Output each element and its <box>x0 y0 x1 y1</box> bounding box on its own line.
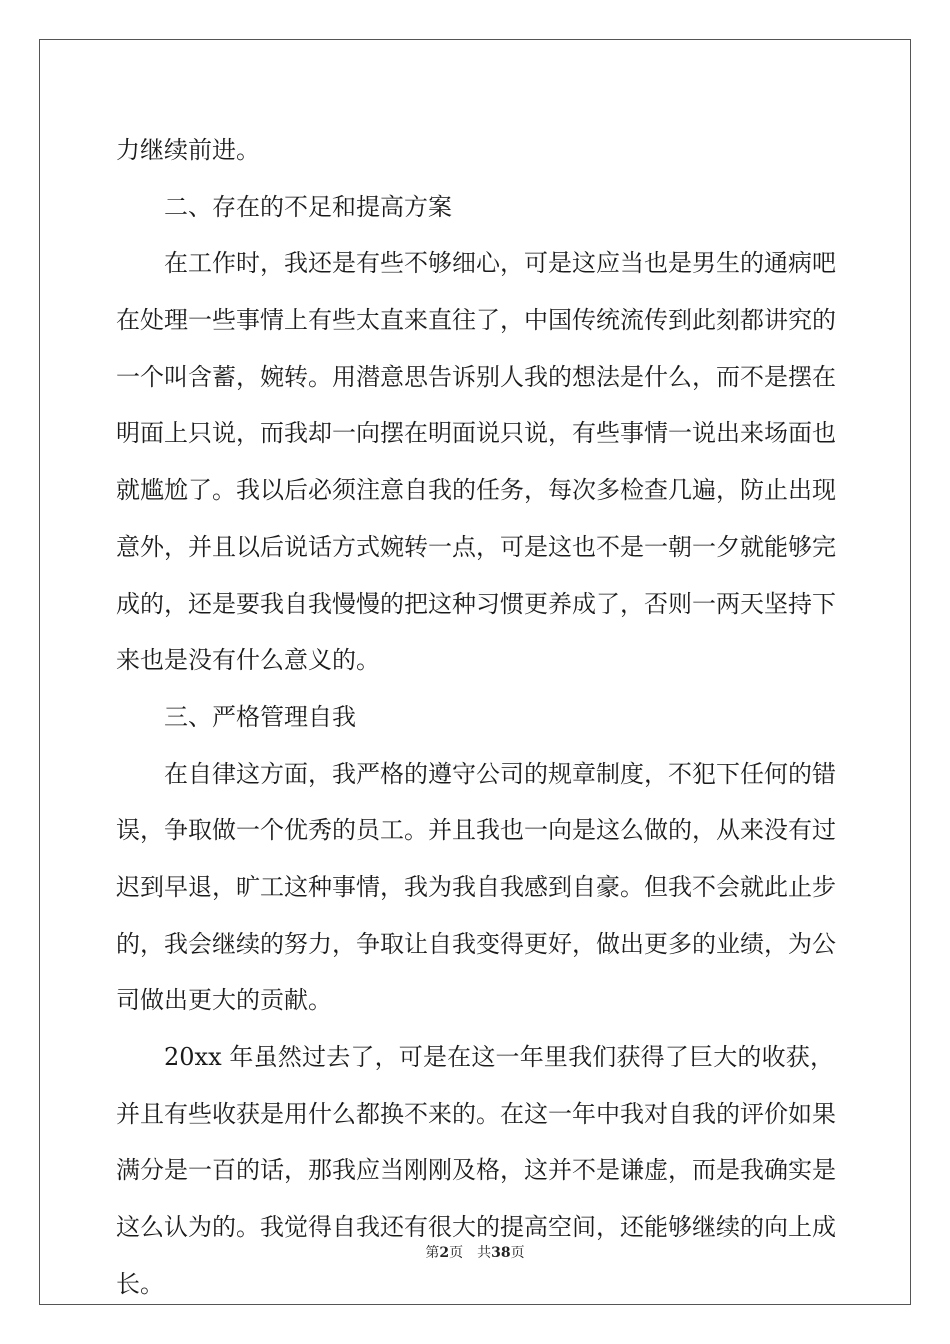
paragraph-line: 就尴尬了。我以后必须注意自我的任务，每次多检查几遍，防止出现 <box>116 476 836 505</box>
paragraph-line: 一个叫含蓄，婉转。用潜意思告诉别人我的想法是什么，而不是摆在 <box>116 362 836 391</box>
paragraph-line: 20xx 年虽然过去了，可是在这一年里我们获得了巨大的收获， <box>164 1043 834 1071</box>
paragraph-line: 明面上只说，而我却一向摆在明面说只说，有些事情一说出来场面也 <box>116 419 836 448</box>
paragraph-line: 在自律这方面，我严格的遵守公司的规章制度，不犯下任何的错 <box>164 759 836 788</box>
paragraph-line: 司做出更大的贡献。 <box>116 986 332 1015</box>
document-body <box>116 122 834 1312</box>
page-footer <box>0 1243 950 1263</box>
paragraph-line: 长。 <box>116 1269 164 1298</box>
paragraph-line: 并且有些收获是用什么都换不来的。在这一年中我对自我的评价如果 <box>116 1099 836 1128</box>
section-heading: 二、存在的不足和提高方案 <box>164 192 452 221</box>
total-pages: 38 <box>491 1245 511 1261</box>
paragraph-line: 来也是没有什么意义的。 <box>116 646 380 675</box>
paragraph-line: 的，我会继续的努力，争取让自我变得更好，做出更多的业绩，为公 <box>116 929 836 958</box>
paragraph-line: 意外，并且以后说话方式婉转一点，可是这也不是一朝一夕就能够完 <box>116 532 836 561</box>
section-heading: 三、严格管理自我 <box>164 702 356 731</box>
paragraph-line: 这么认为的。我觉得自我还有很大的提高空间，还能够继续的向上成 <box>116 1213 836 1242</box>
paragraph-line: 力继续前进。 <box>116 136 260 164</box>
page-number: 2 <box>439 1245 450 1261</box>
paragraph-line: 成的，还是要我自我慢慢的把这种习惯更养成了，否则一两天坚持下 <box>116 589 836 618</box>
page-prefix: 第 <box>425 1245 440 1261</box>
paragraph-line: 满分是一百的话，那我应当刚刚及格，这并不是谦虚，而是我确实是 <box>116 1156 836 1185</box>
paragraph-line: 误，争取做一个优秀的员工。并且我也一向是这么做的，从来没有过 <box>116 816 836 845</box>
total-prefix: 共 <box>477 1245 492 1261</box>
page-suffix: 页 <box>449 1245 464 1261</box>
paragraph-line: 在工作时，我还是有些不够细心，可是这应当也是男生的通病吧 <box>164 249 836 278</box>
paragraph-line: 在处理一些事情上有些太直来直往了，中国传统流传到此刻都讲究的 <box>116 306 836 335</box>
total-suffix: 页 <box>510 1245 525 1261</box>
paragraph-line: 迟到早退，旷工这种事情，我为我自我感到自豪。但我不会就此止步 <box>116 872 836 901</box>
